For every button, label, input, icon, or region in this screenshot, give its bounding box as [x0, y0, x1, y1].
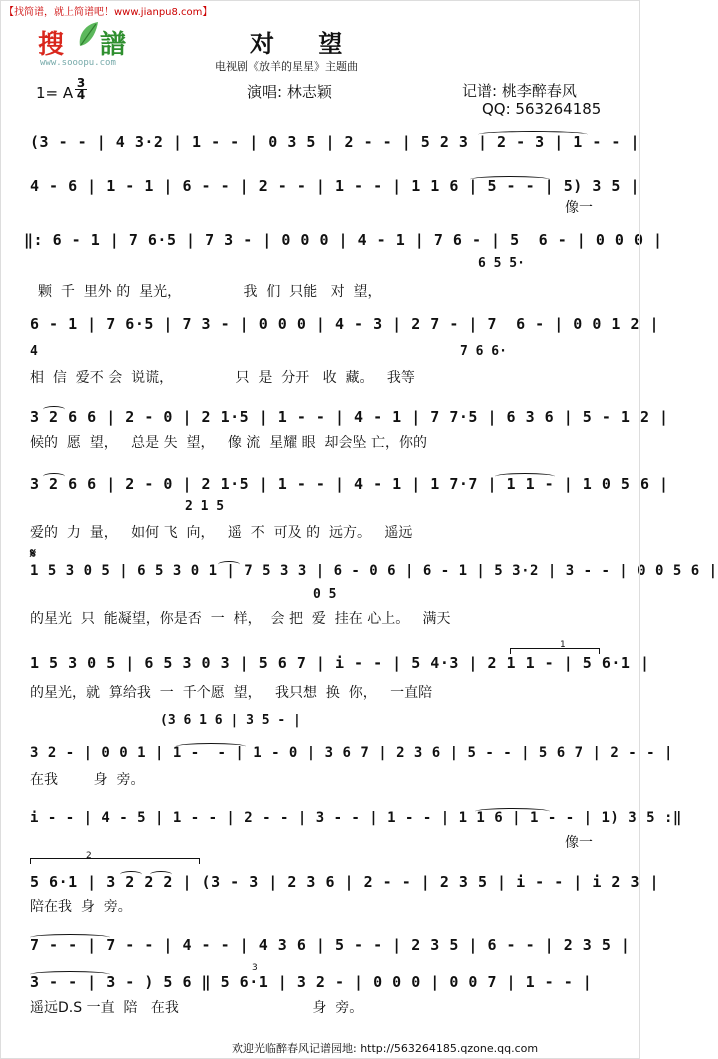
slur-mark [478, 131, 588, 138]
alt-note-left-line-4: 4 [30, 344, 38, 359]
notation-line-12: 7 - - | 7 - - | 4 - - | 4 3 6 | 5 - - | 2 3 5 | 6 - - | 2 3 5 | [30, 936, 631, 954]
slur-mark [30, 934, 110, 941]
lyric-line-1: 像一 [565, 200, 593, 216]
slur-mark [43, 473, 65, 480]
footer-credit[interactable]: 欢迎光临醉春风记谱园地: http://563264185.qzone.qq.com [232, 1042, 539, 1055]
qq-contact: QQ: 563264185 [482, 100, 602, 118]
notation-line-6: 3 2 6 6 | 2 - 0 | 2 1·5 | 1 - - | 4 - 1 | 1 7·7 | 1 1 - | 1 0 5 6 | [30, 475, 669, 493]
time-signature [75, 78, 87, 101]
second-ending-number: 2 [86, 851, 92, 861]
transcriber-credit: 记谱: 桃李醉春风 [462, 82, 577, 100]
notation-line-9: 3 2 - | 0 0 1 | 1 - - | 1 - 0 | 3 6 7 | 2 3 6 | 5 - - | 5 6 7 | 2 - - | [30, 745, 673, 761]
slur-mark [120, 871, 142, 878]
notation-line-2: 4 - 6 | 1 - 1 | 6 - - | 2 - - | 1 - - | 1 1 6 | 5 - - | 5) 3 5 | [30, 177, 640, 195]
alt-notes-line-9: (3 6 1 6 | 3 5 - | [160, 713, 301, 728]
notation-line-7: 1 5 3 0 5 | 6 5 3 0 1 | 7 5 3 3 | 6 - 0 6 | 6 - 1 | 5 3·2 | 3 - - | 0 0 5 6 | [30, 563, 718, 579]
lyric-line-5: 爱的 力 量， 如何 飞 向， 遥 不 可及 的 远方。 遥远 [30, 525, 413, 541]
notation-line-3: ‖: 6 - 1 | 7 6·5 | 7 3 - | 0 0 0 | 4 - 1 | 7 6 - | 5 6 - | 0 0 0 | [24, 231, 663, 249]
second-ending-bracket [30, 858, 200, 864]
song-subtitle: 电视剧《放羊的星星》主题曲 [215, 60, 358, 73]
singer-credit: 演唱: 林志颖 [247, 83, 332, 101]
leaf-icon [76, 20, 100, 50]
time-sig-top: 3 [76, 76, 86, 90]
site-logo[interactable] [38, 20, 148, 68]
notation-line-4: 6 - 1 | 7 6·5 | 7 3 - | 0 0 0 | 4 - 3 | 2 7 - | 7 6 - | 0 0 1 2 | [30, 315, 660, 333]
lyric-line-11: 遥远D.S 一直 陪 在我 身 旁。 [30, 1000, 364, 1016]
notation-line-8: 1 5 3 0 5 | 6 5 3 0 3 | 5 6 7 | i - - | 5 4·3 | 2 1 1 - | 5 6·1 | [30, 654, 650, 672]
lyric-line-3: 相 信 爱不 会 说谎， 只 是 分开 收 藏。 我等 [30, 370, 415, 386]
lyric-line-7: 的星光，就 算给我 一 千个愿 望， 我只想 换 你， 一直陪 [30, 685, 433, 701]
notation-line-11: 5 6·1 | 3 2 2 2 | (3 - 3 | 2 3 6 | 2 - - | 2 3 5 | i - - | i 2 3 | [30, 873, 660, 891]
alt-notes-line-6: 2 1 5 [185, 499, 225, 514]
lyric-line-6: 的星光 只 能凝望，你是否 一 样， 会 把 爱 挂在 心上。 满天 [30, 611, 451, 627]
song-title: 对 望 [250, 29, 361, 58]
slur-mark [43, 406, 65, 413]
segno-icon: 𝄋 [30, 546, 37, 562]
slur-mark [218, 561, 240, 568]
notation-line-5: 3 2 6 6 | 2 - 0 | 2 1·5 | 1 - - | 4 - 1 | 7 7·5 | 6 3 6 | 5 - 1 2 | [30, 408, 669, 426]
lyric-line-2: 颗 千 里外 的 星光， 我 们 只能 对 望， [38, 284, 382, 300]
alt-notes-line-4: 7 6 6· [460, 344, 507, 359]
time-sig-bottom: 4 [76, 88, 86, 102]
lyric-line-4: 候的 愿 望， 总是 失 望， 像 流 星耀 眼 却会坠 亡，你的 [30, 435, 428, 451]
logo-word-sou: 搜 [38, 30, 66, 60]
logo-word-pu: 譜 [100, 30, 127, 60]
notation-line-13: 3 - - | 3 - ) 5 6 ‖ 5 6·1 | 3 2 - | 0 0 0 | 0 0 7 | 1 - - | [30, 973, 593, 991]
lyric-line-8: 在我 身 旁。 [30, 772, 145, 788]
lyric-line-9: 像一 [565, 835, 593, 851]
key-signature: 1= A [36, 84, 74, 102]
slur-mark [470, 176, 550, 183]
slur-mark [30, 971, 110, 978]
alt-notes-line-3: 6 5 5· [478, 256, 525, 271]
alt-notes-line-7: 0 5 [313, 587, 337, 602]
slur-mark [475, 808, 550, 815]
lyric-line-10: 陪在我 身 旁。 [30, 899, 132, 915]
slur-mark [176, 743, 246, 750]
slur-mark [150, 871, 172, 878]
triplet-number: 3 [252, 963, 258, 973]
slur-mark [495, 473, 555, 480]
first-ending-number: 1 [560, 640, 566, 650]
notation-line-1: (3 - - | 4 3·2 | 1 - - | 0 3 5 | 2 - - | 5 2 3 | 2 - 3 | 1 - - | [30, 133, 640, 151]
site-banner[interactable]: 【找简谱，就上简谱吧！www.jianpu8.com】 [4, 7, 213, 18]
notation-line-10: i - - | 4 - 5 | 1 - - | 2 - - | 3 - - | 1 - - | 1 1 6 | 1 - - | 1) 3 5 :‖ [30, 810, 682, 826]
logo-url: www.sooopu.com [40, 58, 116, 68]
